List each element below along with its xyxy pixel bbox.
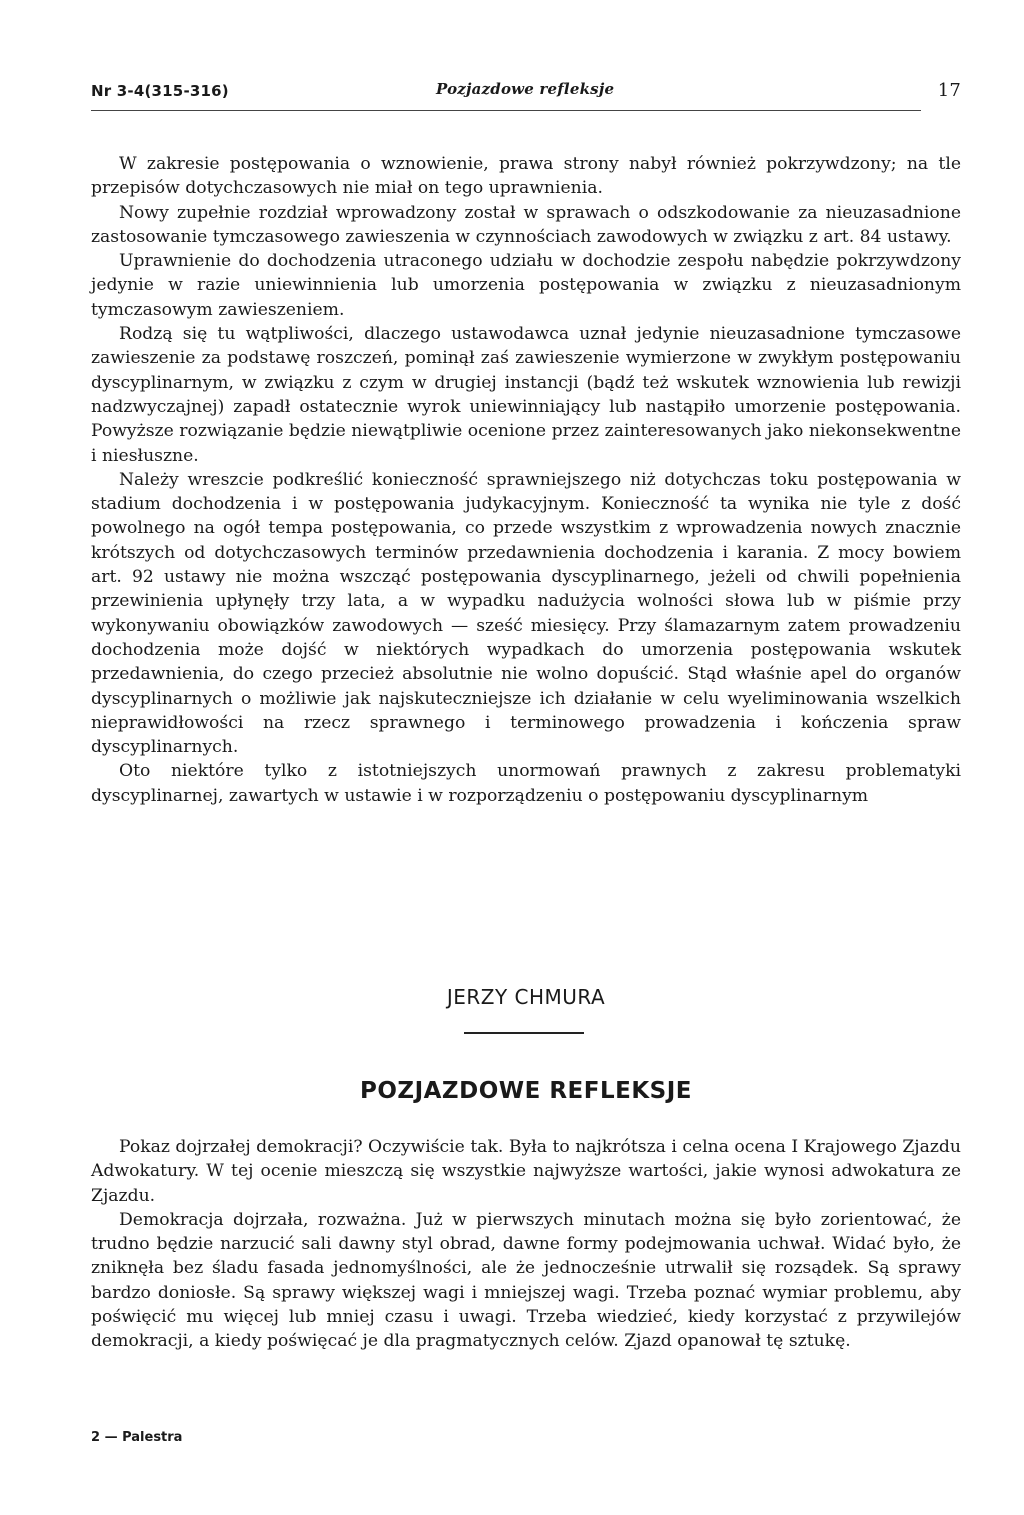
paragraph: Demokracja dojrzała, rozważna. Już w pierwszych minutach można się było zorientować, że trudno będzie narzucić sali dawny styl obrad, dawne formy podejmowania uchwał. Widać było, że zniknęła bez śladu fasada jednomyślności, ale że jednocześnie utrwalił się rozsądek. Są sprawy bardzo doniosłe. Są sprawy większej wagi i mniejszej wagi. Trzeba poznać wymiar problemu, aby poświęcić mu więcej lub mniej czasu i uwagi. Trzeba wiedzieć, kiedy korzystać z przywilejów demokracji, a kiedy poświęcać je dla pragmatycznych celów. Zjazd opanował tę sztukę.	[91, 1209, 961, 1352]
previous-article-text	[91, 152, 961, 808]
article-title: POZJAZDOWE REFLEKSJE	[359, 1078, 692, 1104]
paragraph: Pokaz dojrzałej demokracji? Oczywiście tak. Była to najkrótsza i celna ocena I Krajowego Zjazdu Adwokatury. W tej ocenie mieszczą się wszystkie najwyższe wartości, jakie wynosi adwokatura ze Zjazdu.	[91, 1137, 961, 1206]
paragraph: Należy wreszcie podkreślić konieczność sprawniejszego niż dotychczas toku postępowania w stadium dochodzenia i w postępowania judykacyjnym. Konieczność ta wynika nie tyle z dość powolnego na ogół tempa postępowania, co przede wszystkim z wprowadzenia nowych znacznie krótszych od dotychczasowych terminów przedawnienia dochodzenia i karania. Z mocy bowiem art. 92 ustawy nie można wszcząć postępowania dyscyplinarnego, jeżeli od chwili popełnienia przewinienia upłynęły trzy lata, a w wypadku nadużycia wolności słowa lub w piśmie przy wykonywaniu obowiązków zawodowych — sześć miesięcy. Przy ślamazarnym zatem prowadzeniu dochodzenia może dojść w niektórych wypadkach do umorzenia postępowania wskutek przedawnienia, do czego przecież absolutnie nie wolno dopuścić. Stąd właśnie apel do organów dyscyplinarnych o możliwie jak najskuteczniejsze ich działanie w celu wyeliminowania wszelkich nieprawidłowości na rzecz sprawnego i terminowego prowadzenia i kończenia spraw dyscyplinarnych.	[91, 469, 961, 758]
issue-number: Nr 3-4(315-316)	[91, 82, 229, 100]
running-head	[91, 80, 961, 110]
running-title: Pozjazdowe refleksje	[436, 80, 615, 98]
paragraph: Rodzą się tu wątpliwości, dlaczego ustawodawca uznał jedynie nieuzasadnione tymczasowe zawieszenie za podstawę roszczeń, pominął zaś zawieszenie wymierzone w zwykłym postępowaniu dyscyplinarnym, w związku z czym w drugiej instancji (bądź też wskutek wznowienia lub rewizji nadzwyczajnej) zapadł ostatecznie wyrok uniewinniający lub nastąpiło umorzenie postępowania. Powyższe rozwiązanie będzie niewątpliwie ocenione przez zainteresowanych jako niekonsekwentne i niesłuszne.	[91, 324, 961, 466]
article-author: JERZY CHMURA	[446, 985, 606, 1009]
paragraph: Nowy zupełnie rozdział wprowadzony został w sprawach o odszkodowanie za nieuzasadnione zastosowanie tymczasowego zawieszenia w czynnościach zawodowych w związku z art. 84 ustawy.	[91, 202, 961, 247]
paragraph: Uprawnienie do dochodzenia utraconego udziału w dochodzie zespołu nabędzie pokrzywdzony jedynie w razie uniewinnienia lub umorzenia postępowania w związku z nieuzasadnionym tymczasowym zawieszeniem.	[91, 251, 961, 320]
header-rule	[91, 110, 921, 111]
article-text	[91, 1135, 961, 1354]
page-signature: 2 — Palestra	[91, 1430, 183, 1445]
document-page	[91, 80, 961, 1445]
paragraph: W zakresie postępowania o wznowienie, prawa strony nabył również pokrzywdzony; na tle przepisów dotychczasowych nie miał on tego uprawnienia.	[91, 154, 961, 199]
paragraph: Oto niektóre tylko z istotniejszych unormowań prawnych z zakresu problematyki dyscyplinarnej, zawartych w ustawie i w rozporządzeniu o postępowaniu dyscyplinarnym	[91, 761, 961, 806]
page-number: 17	[937, 80, 961, 101]
title-divider	[464, 1032, 584, 1034]
